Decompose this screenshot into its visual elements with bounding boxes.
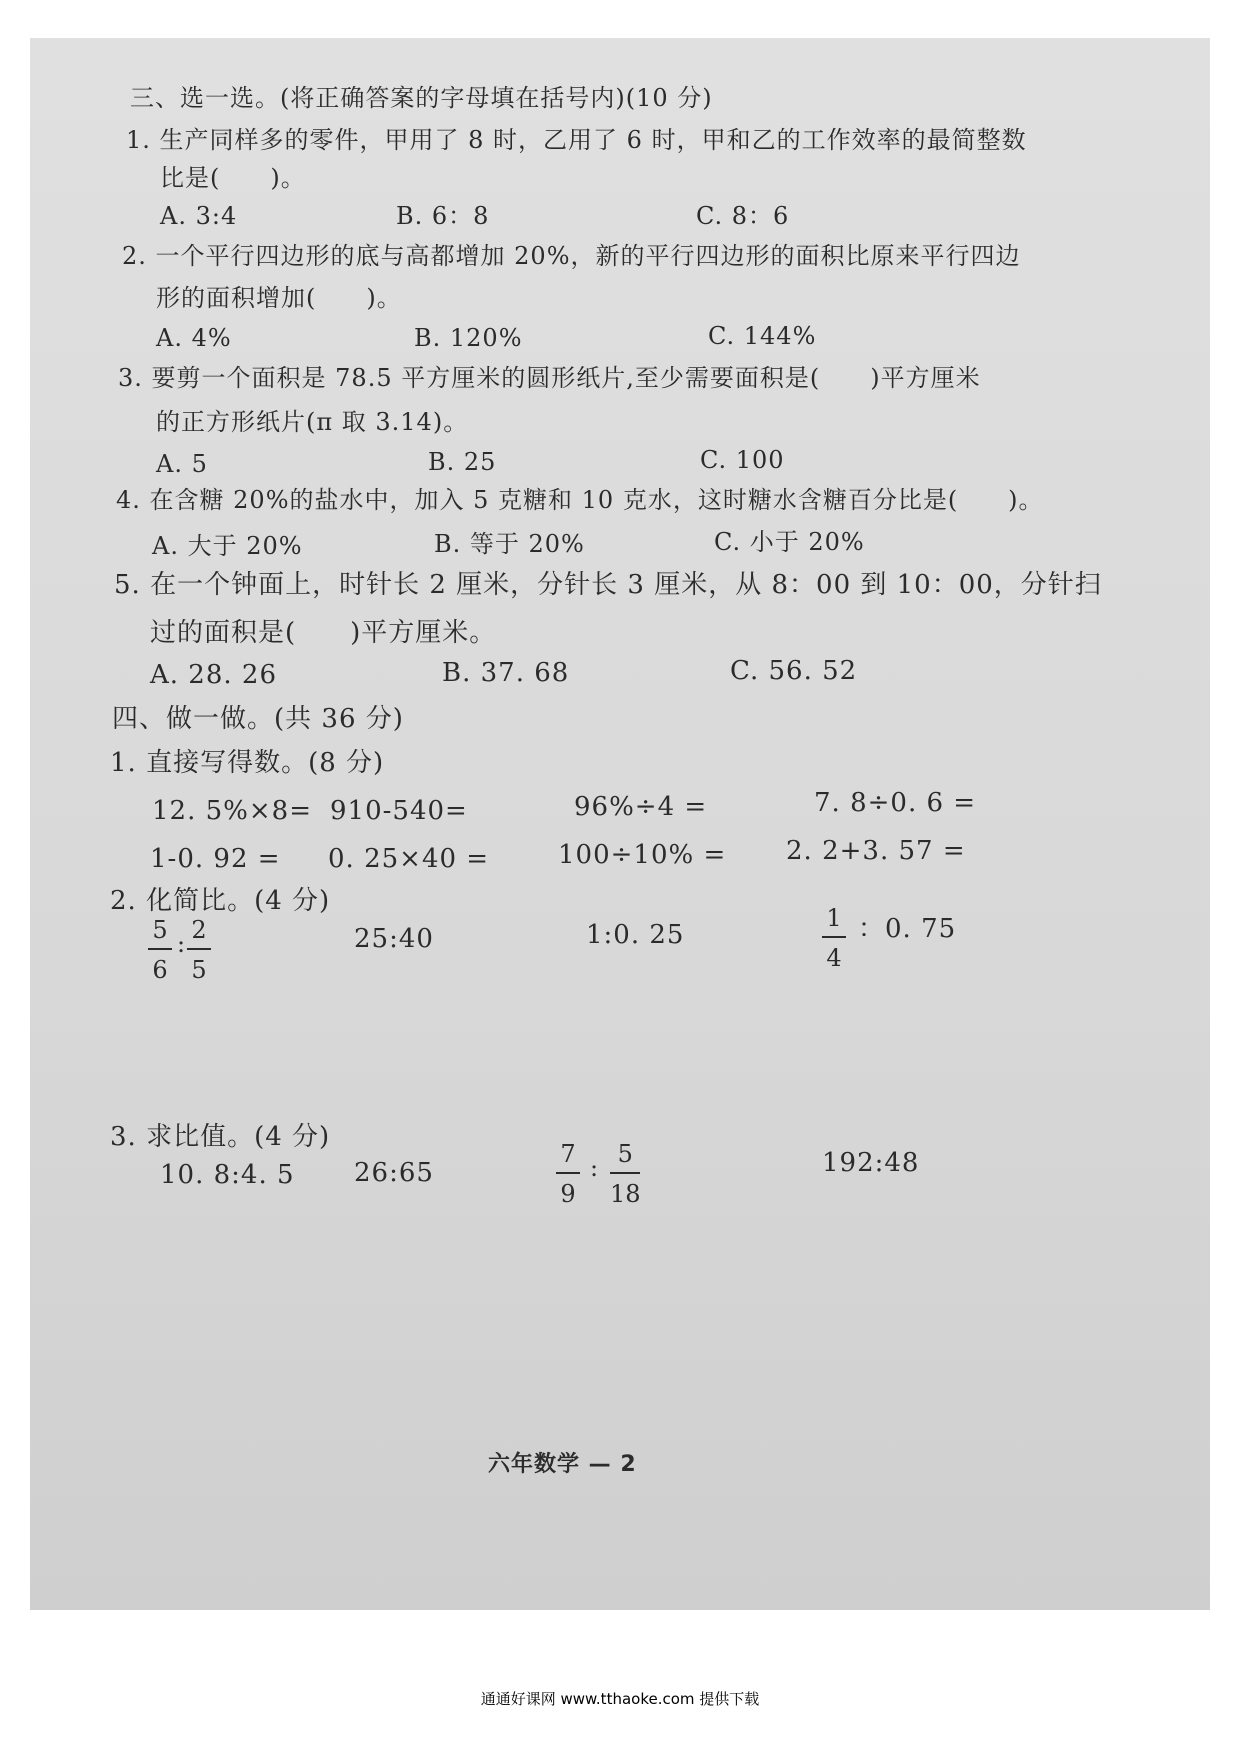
q1-text-line1: 1. 生产同样多的零件，甲用了 8 时，乙用了 6 时，甲和乙的工作效率的最简整数 [126,126,1027,154]
q1-option-a: A. 3:4 [160,202,238,230]
q2-text-line2: 形的面积增加( )。 [156,284,402,312]
section-3-title: 三、选一选。(将正确答案的字母填在括号内)(10 分) [130,84,713,112]
q4-option-c: C. 小于 20% [714,528,865,556]
p3-item1: 10. 8:4. 5 [160,1160,295,1190]
p1-r1-item1: 12. 5%×8= [152,796,312,826]
p1-r2-item3: 100÷10% = [558,840,727,870]
p1-r1-item3: 96%÷4 = [574,792,708,822]
q1-option-c: C. 8：6 [696,202,790,230]
fraction-numerator: 5 [617,1140,633,1168]
q2-option-a: A. 4% [156,324,232,352]
p2-item2: 25:40 [354,924,434,954]
q4-option-a: A. 大于 20% [152,532,303,560]
fraction-denominator: 9 [560,1180,576,1208]
fraction-bar [610,1172,640,1174]
p2-item3: 1:0. 25 [586,920,685,950]
p3-item2: 26:65 [354,1158,434,1188]
fraction-denominator: 18 [610,1180,641,1208]
fraction-denominator: 6 [152,956,168,984]
q5-option-a: A. 28. 26 [150,660,278,690]
q1-option-b: B. 6：8 [396,202,490,230]
q5-option-c: C. 56. 52 [730,656,858,686]
fraction-numerator: 5 [152,916,168,944]
q2-option-b: B. 120% [414,324,523,352]
p2-fraction-2-5 [187,918,211,982]
download-watermark: 通通好课网 www.tthaoke.com 提供下载 [480,1690,760,1708]
p3-fraction-5-18 [610,1142,641,1206]
p1-r2-item4: 2. 2+3. 57 = [786,836,966,866]
p2-fraction-1-4 [822,906,846,970]
q5-option-b: B. 37. 68 [442,658,570,688]
fraction-bar [148,948,172,950]
p2-title: 2. 化简比。(4 分) [110,886,331,916]
fraction-denominator: 4 [826,944,842,972]
q4-option-b: B. 等于 20% [434,530,585,558]
p3-title: 3. 求比值。(4 分) [110,1122,331,1152]
q3-option-b: B. 25 [428,448,497,476]
fraction-denominator: 5 [191,956,207,984]
p1-r1-item2: 910-540= [330,796,468,826]
page-footer-label: 六年数学 — 2 [488,1452,637,1477]
fraction-numerator: 7 [560,1140,576,1168]
fraction-bar [187,948,211,950]
q5-text-line2: 过的面积是( )平方厘米。 [150,618,497,648]
q4-text-line1: 4. 在含糖 20%的盐水中，加入 5 克糖和 10 克水，这时糖水含糖百分比是( )。 [116,486,1044,514]
q2-option-c: C. 144% [708,322,817,350]
fraction-bar [822,936,846,938]
p3-ratio-colon: : [590,1154,599,1182]
q2-text-line1: 2. 一个平行四边形的底与高都增加 20%，新的平行四边形的面积比原来平行四边 [122,242,1021,270]
p2-fraction-5-6 [148,918,172,982]
q3-text-line2: 的正方形纸片(π 取 3.14)。 [156,408,469,436]
q5-text-line1: 5. 在一个钟面上，时针长 2 厘米，分针长 3 厘米，从 8：00 到 10：00，分针扫 [114,570,1102,600]
q3-text-line1: 3. 要剪一个面积是 78.5 平方厘米的圆形纸片,至少需要面积是( )平方厘米 [118,364,981,392]
p2-ratio-colon: : [177,930,186,958]
q3-option-a: A. 5 [156,450,208,478]
p2-item4-rest: ：0. 75 [858,914,957,944]
p1-r2-item1: 1-0. 92 = [150,844,281,874]
fraction-numerator: 2 [191,916,207,944]
p1-r1-item4: 7. 8÷0. 6 = [814,788,977,818]
fraction-numerator: 1 [826,904,842,932]
p1-r2-item2: 0. 25×40 = [328,844,490,874]
section-4-title: 四、做一做。(共 36 分) [112,704,404,734]
p3-item4: 192:48 [822,1148,920,1178]
p1-title: 1. 直接写得数。(8 分) [110,748,385,778]
p3-fraction-7-9 [556,1142,580,1206]
q1-text-line2: 比是( )。 [160,164,306,192]
q3-option-c: C. 100 [700,446,785,474]
fraction-bar [556,1172,580,1174]
